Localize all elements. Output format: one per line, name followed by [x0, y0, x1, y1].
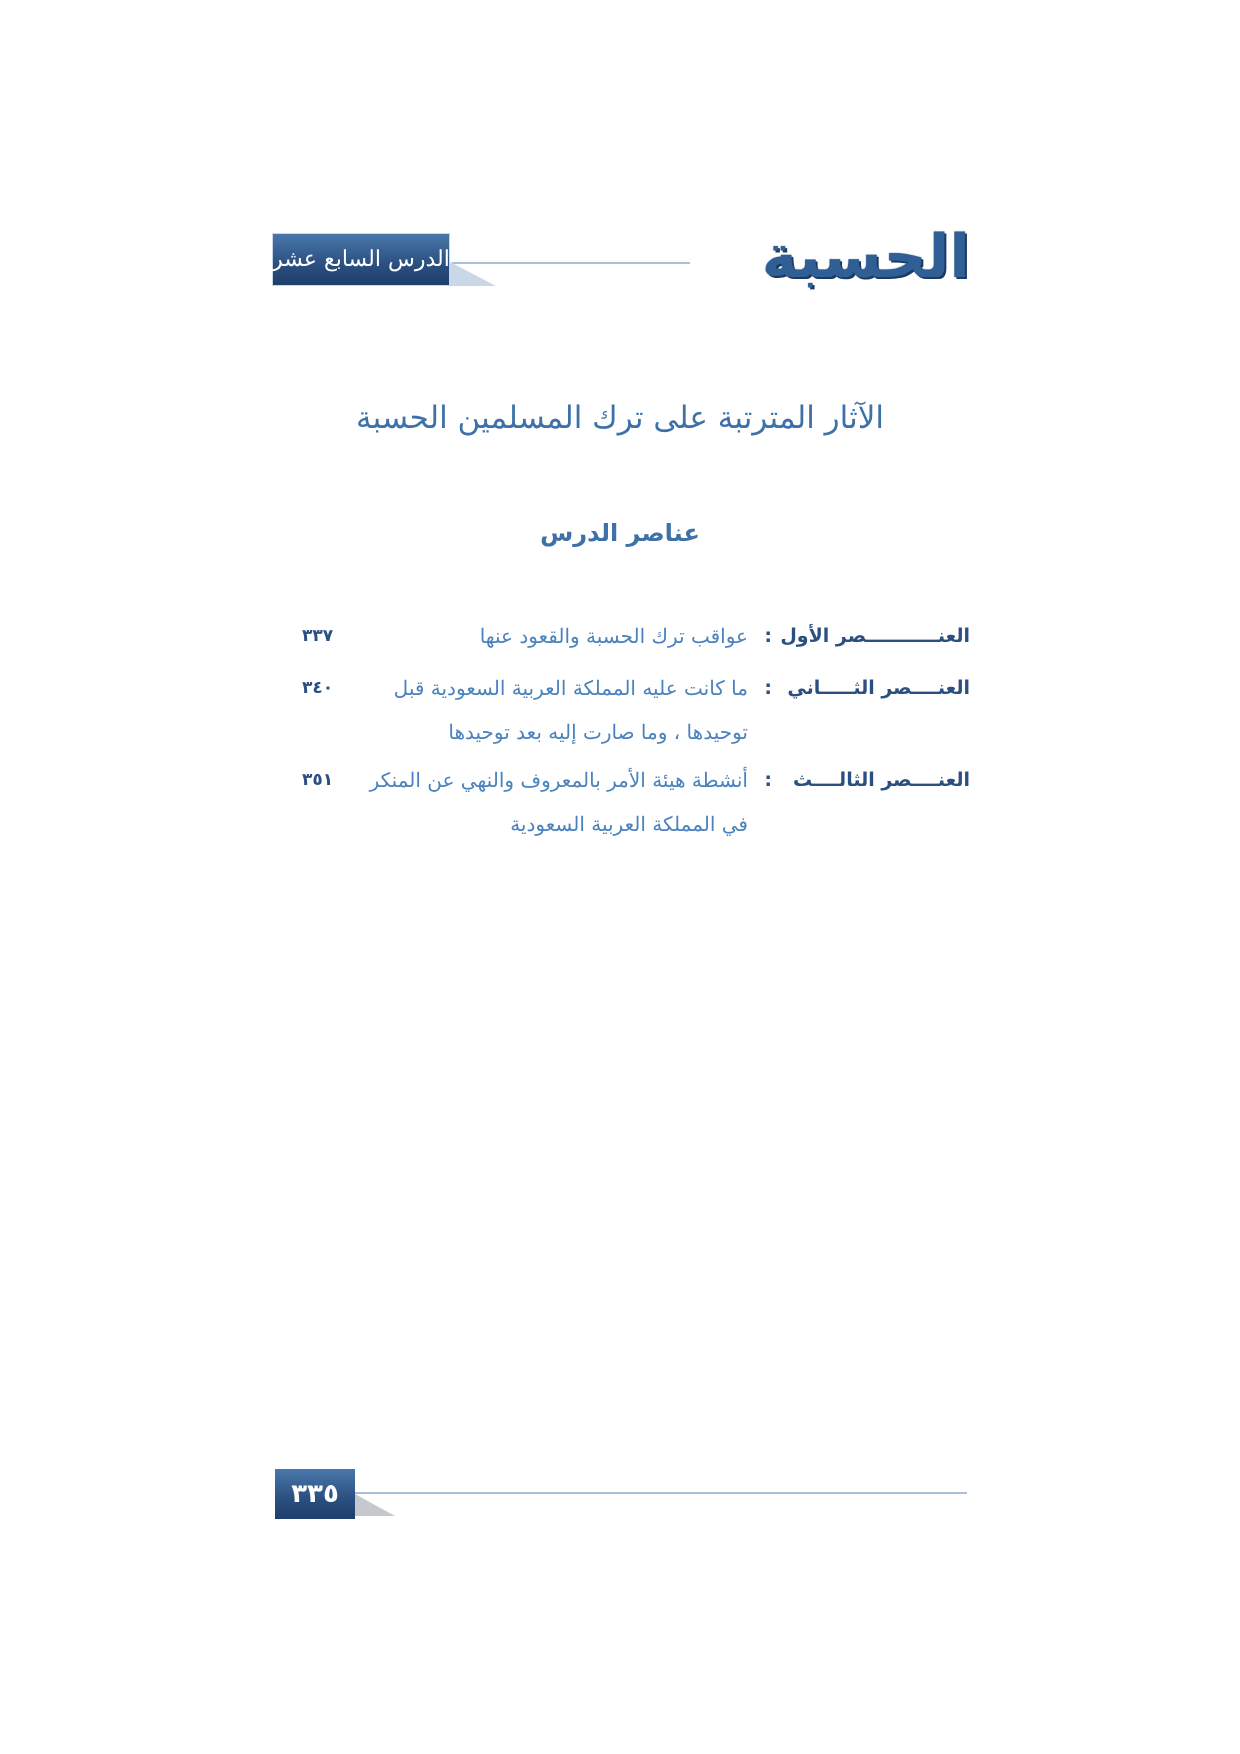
element-page-number: ٣٤٠: [302, 678, 334, 698]
element-separator: :: [764, 677, 772, 699]
element-separator: :: [764, 769, 772, 791]
footer-divider: [355, 1492, 967, 1494]
lesson-badge: الدرس السابع عشر: [272, 233, 450, 286]
section-title: الحسبة: [761, 222, 970, 292]
element-text: عواقب ترك الحسبة والقعود عنها: [479, 624, 748, 648]
elements-heading: عناصر الدرس: [540, 519, 700, 547]
element-label: العنـــــــــــصر الأول: [780, 625, 970, 647]
page-number-shadow: [355, 1494, 395, 1516]
element-separator: :: [764, 625, 772, 647]
element-page-number: ٣٣٧: [302, 626, 334, 646]
element-label: العنــــصر الثالــــث: [792, 769, 970, 791]
element-text: ما كانت عليه المملكة العربية السعودية قبل توحيدها ، وما صارت إليه بعد توحيدها: [393, 676, 748, 744]
element-row: [270, 614, 970, 658]
element-page-number: ٣٥١: [302, 770, 334, 790]
page-number: ٣٣٥: [275, 1469, 355, 1519]
element-label: العنــــصر الثـــــاني: [787, 677, 970, 699]
lesson-title: الآثار المترتبة على ترك المسلمين الحسبة: [356, 400, 884, 436]
element-row: [270, 666, 970, 754]
badge-shadow: [450, 262, 496, 286]
element-row: [270, 758, 970, 846]
element-text: أنشطة هيئة الأمر بالمعروف والنهي عن المنكر في المملكة العربية السعودية: [369, 768, 748, 836]
